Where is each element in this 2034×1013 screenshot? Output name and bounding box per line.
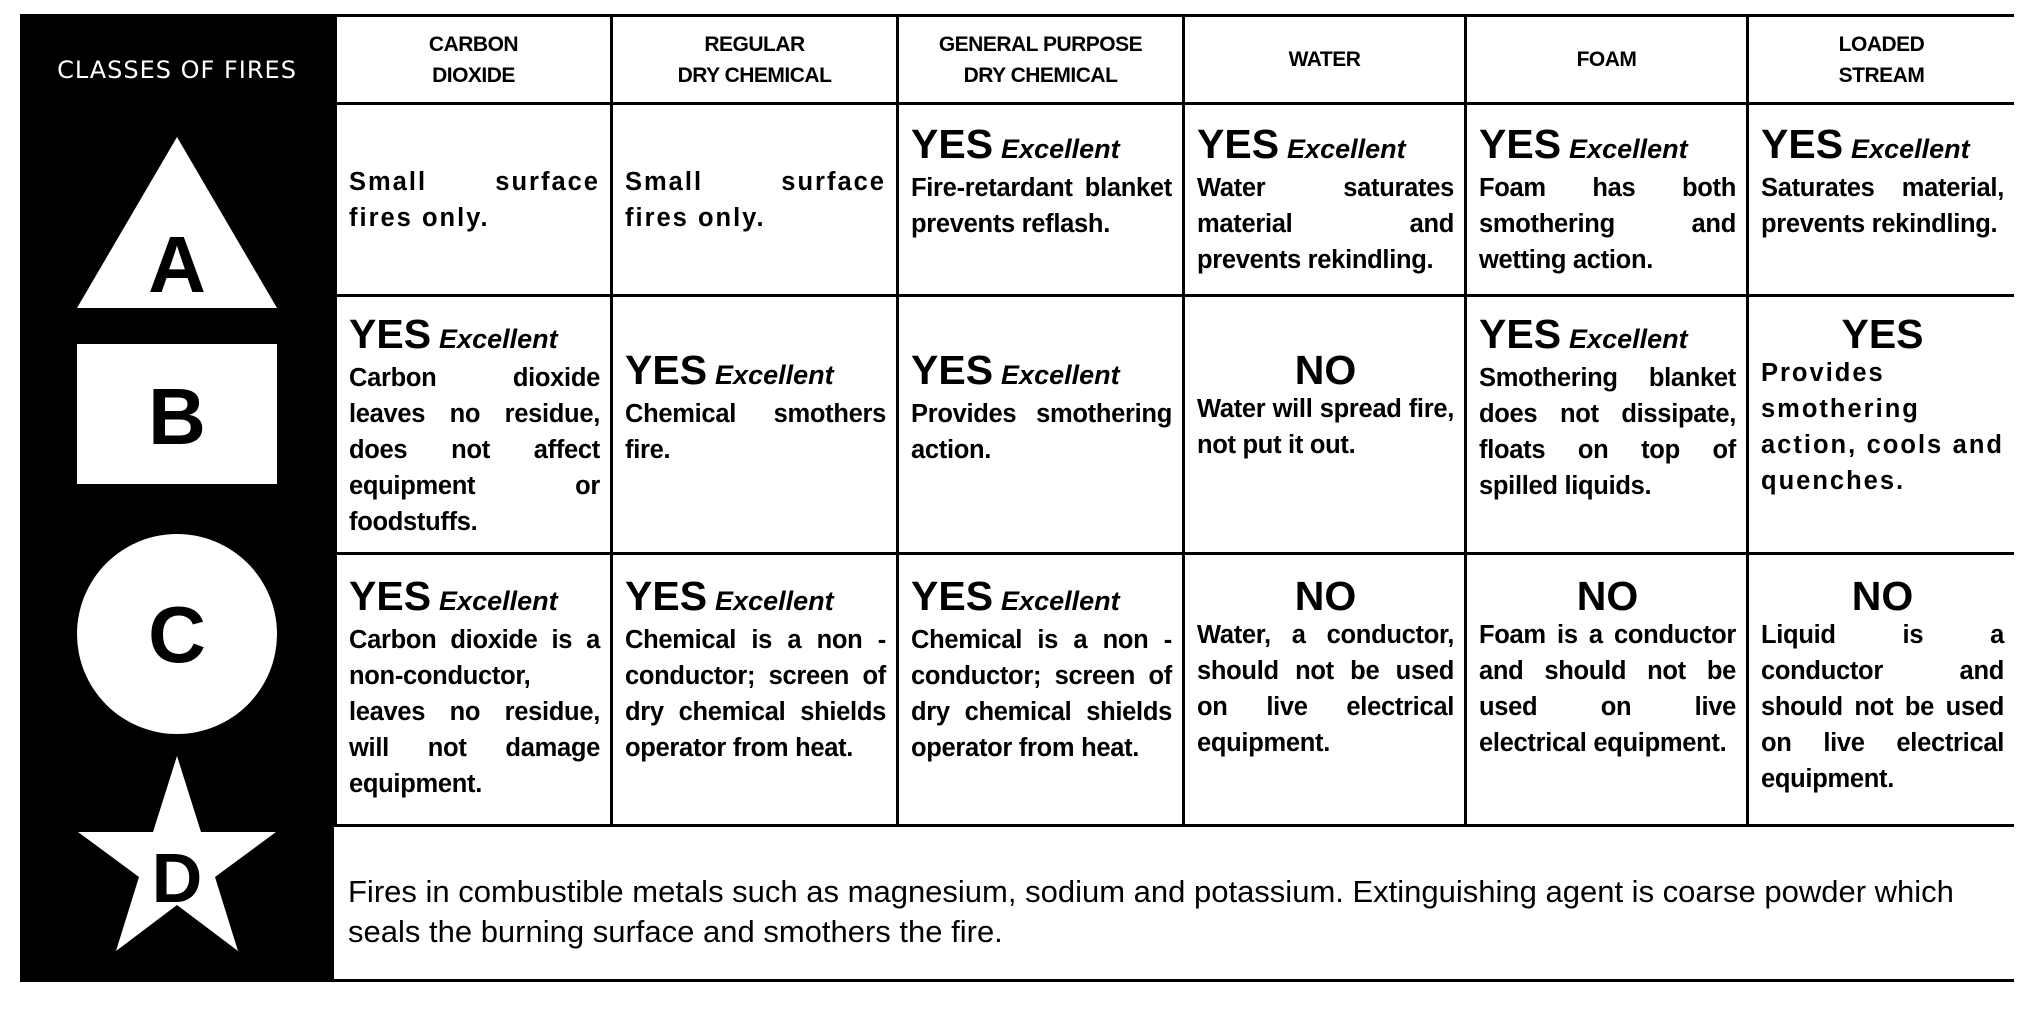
cell-a-water: YES Excellent Water saturates material and prevents rekindling. [1197,121,1454,274]
cell-a-foam: YES Excellent Foam has both smothering and wetting action. [1479,121,1736,274]
cell-c-foam: NO Foam is a conductor and should not be used on live electrical equipment. [1479,573,1736,757]
class-d-description: Fires in combustible metals such as magnesium, sodium and potassium. Extinguishing agent is coarse powder which seals the burning surface and smothers the fire. [348,874,1954,949]
cell-b-water: NO Water will spread fire, not put it out. [1197,347,1454,459]
class-c-label: C [148,590,206,679]
fire-extinguisher-chart [20,14,2014,982]
header-water: WATER [1288,48,1361,71]
class-b-label: B [148,372,206,461]
header-regular-dry-chemical: REGULAR DRY CHEMICAL [677,32,832,87]
extinguisher-grid [334,14,2014,982]
header-general-purpose-dry-chemical: GENERAL PURPOSE DRY CHEMICAL [938,32,1143,87]
rule-c [334,824,2014,827]
sidebar-title: CLASSES OF FIRES [57,56,297,84]
class-a-label: A [148,220,206,309]
class-c-circle-icon [20,534,334,734]
cell-a-carbon-dioxide: Small surface fires only. [349,167,600,232]
cell-b-loaded-stream: YES Provides smothering action, cools and quenches. [1761,311,2004,495]
cell-b-foam: YES Excellent Smothering blanket does not dissipate, floats on top of spilled liquids. [1479,311,1736,500]
cell-b-carbon-dioxide: YES Excellent Carbon dioxide leaves no residue, does not affect equipment or foodstuffs. [349,311,600,536]
cell-c-regular-dry-chemical: YES Excellent Chemical is a non - conductor; screen of dry chemical shields operator from heat. [625,573,886,762]
fire-classes-sidebar [20,14,334,982]
cell-c-loaded-stream: NO Liquid is a conductor and should not be used on live electrical equipment. [1761,573,2004,793]
cell-a-general-purpose-dry-chemical: YES Excellent Fire-retardant blanket prevents reflash. [911,121,1172,238]
cell-c-carbon-dioxide: YES Excellent Carbon dioxide is a non-conductor, leaves no residue, will not damage equipment. [349,573,600,798]
class-a-triangle-icon [20,132,334,312]
header-carbon-dioxide: CARBON DIOXIDE [428,32,519,87]
class-d-label: D [151,839,203,917]
header-loaded-stream: LOADED STREAM [1838,32,1925,87]
cell-b-regular-dry-chemical: YES Excellent Chemical smothers fire. [625,347,886,464]
rule-bottom [334,979,2014,982]
cell-a-regular-dry-chemical: Small surface fires only. [625,167,886,232]
class-d-star-icon [20,754,334,966]
class-b-square-icon [20,334,334,494]
cell-b-general-purpose-dry-chemical: YES Excellent Provides smothering action. [911,347,1172,464]
header-foam: FOAM [1576,48,1637,71]
cell-c-general-purpose-dry-chemical: YES Excellent Chemical is a non - conductor; screen of dry chemical shields operator from heat. [911,573,1172,762]
cell-a-loaded-stream: YES Excellent Saturates material, prevents rekindling. [1761,121,2004,238]
cell-c-water: NO Water, a conductor, should not be used on live electrical equipment. [1197,573,1454,757]
